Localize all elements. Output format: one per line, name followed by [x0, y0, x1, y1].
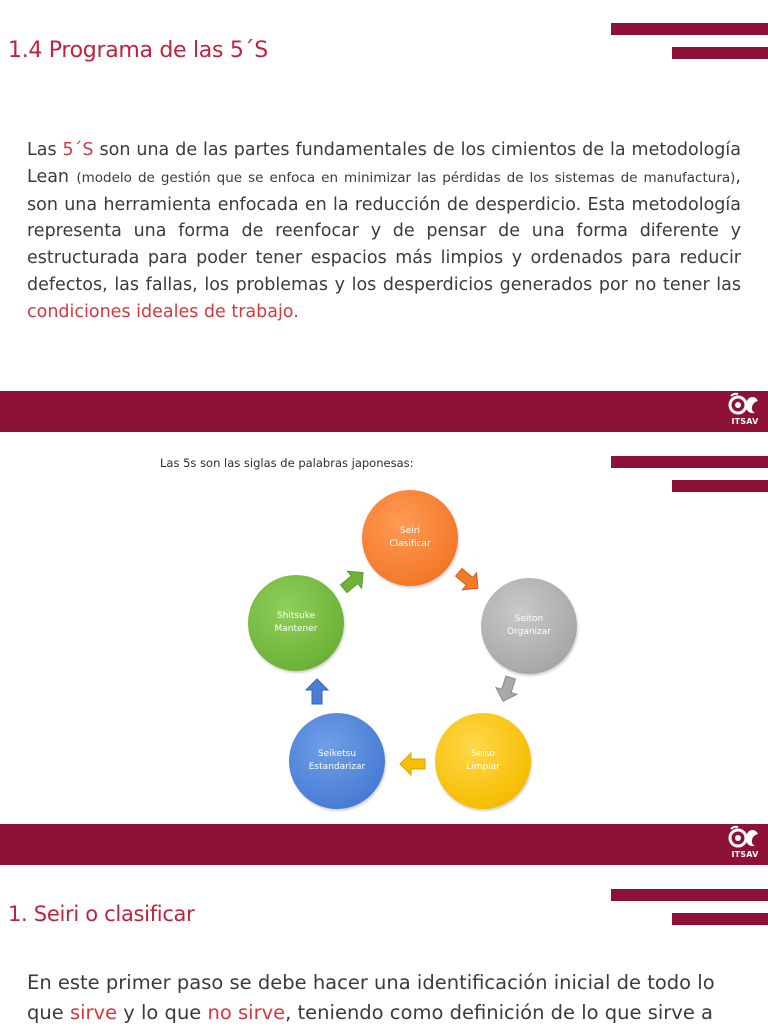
diagram-caption: Las 5s son las siglas de palabras japonesas:: [160, 456, 414, 470]
decor-stripe-top-short: [672, 47, 768, 59]
itsav-logo: [725, 825, 765, 863]
cycle-step-seiketsu: [289, 713, 385, 809]
decor-stripe-top-short: [672, 480, 768, 492]
slide-divider-band: [0, 824, 768, 865]
arrow-shitsuke-to-seiri-icon: [338, 566, 368, 596]
step-name: Shitsuke: [276, 611, 316, 621]
step-meaning: Mantener: [274, 624, 318, 634]
lean-definition: (modelo de gestión que se enfoca en minimizar las pérdidas de los sistemas de manufactura): [76, 169, 736, 186]
decor-stripe-top: [611, 456, 768, 468]
step-name: Seiketsu: [317, 749, 357, 759]
step-name: Seiso: [471, 749, 495, 759]
cycle-step-seiton: [481, 578, 577, 674]
itsav-emblem-icon: [725, 825, 765, 851]
step-meaning: Estandarizar: [308, 762, 366, 772]
slide-title: 1.4 Programa de las 5´S: [8, 38, 268, 63]
highlight-sirve: sirve: [69, 1001, 118, 1024]
text-segment: En este primer paso se debe hacer una identificación inicial de todo lo que: [27, 971, 715, 1024]
text-segment: , teniendo como definición de lo que sirve a: [285, 1001, 713, 1024]
highlight-5s: 5´S: [62, 140, 94, 160]
step-meaning: Clasificar: [389, 539, 431, 549]
arrow-seiketsu-to-shitsuke-icon: [302, 677, 332, 707]
arrow-seiso-to-seiketsu-icon: [398, 749, 428, 779]
text-segment: , son una herramienta enfocada en la reducción de desperdicio. Esta metodología representa una forma de reenfocar y de pensar de una forma diferente y estructurada para poder tener espacios más limpios y ordenados para reducir defectos, las fallas, los problemas y los desperdicios generados por no tener las: [27, 166, 741, 295]
highlight-no-sirve: no sirve: [207, 1001, 286, 1024]
slide-divider-band: [0, 391, 768, 432]
seiri-paragraph: [27, 968, 757, 1028]
step-name: Seiri: [400, 526, 420, 536]
arrow-seiton-to-seiso-icon: [492, 674, 522, 704]
section-title: 1. Seiri o clasificar: [8, 902, 195, 926]
cycle-step-seiri: [362, 490, 458, 586]
cycle-step-shitsuke: [248, 575, 344, 671]
text-segment: y lo que: [117, 1001, 208, 1024]
step-meaning: Organizar: [507, 627, 551, 637]
logo-text: ITSAV: [731, 417, 759, 426]
arrow-seiri-to-seiton-icon: [453, 565, 483, 595]
decor-stripe-top: [611, 889, 768, 901]
step-name: Seiton: [514, 614, 544, 624]
decor-stripe-top-short: [672, 913, 768, 925]
step-meaning: Limpiar: [466, 762, 500, 772]
decor-stripe-top: [611, 23, 768, 35]
itsav-emblem-icon: [725, 392, 765, 418]
itsav-logo: [725, 392, 765, 430]
cycle-step-seiso: [435, 713, 531, 809]
intro-paragraph: [27, 137, 741, 326]
text-segment: Las: [27, 140, 63, 160]
logo-text: ITSAV: [731, 850, 759, 859]
highlight-ideal-conditions: condiciones ideales de trabajo.: [27, 301, 299, 322]
text-segment: son una de las partes fundamentales de los cimientos de la metodología Lean: [27, 140, 741, 187]
